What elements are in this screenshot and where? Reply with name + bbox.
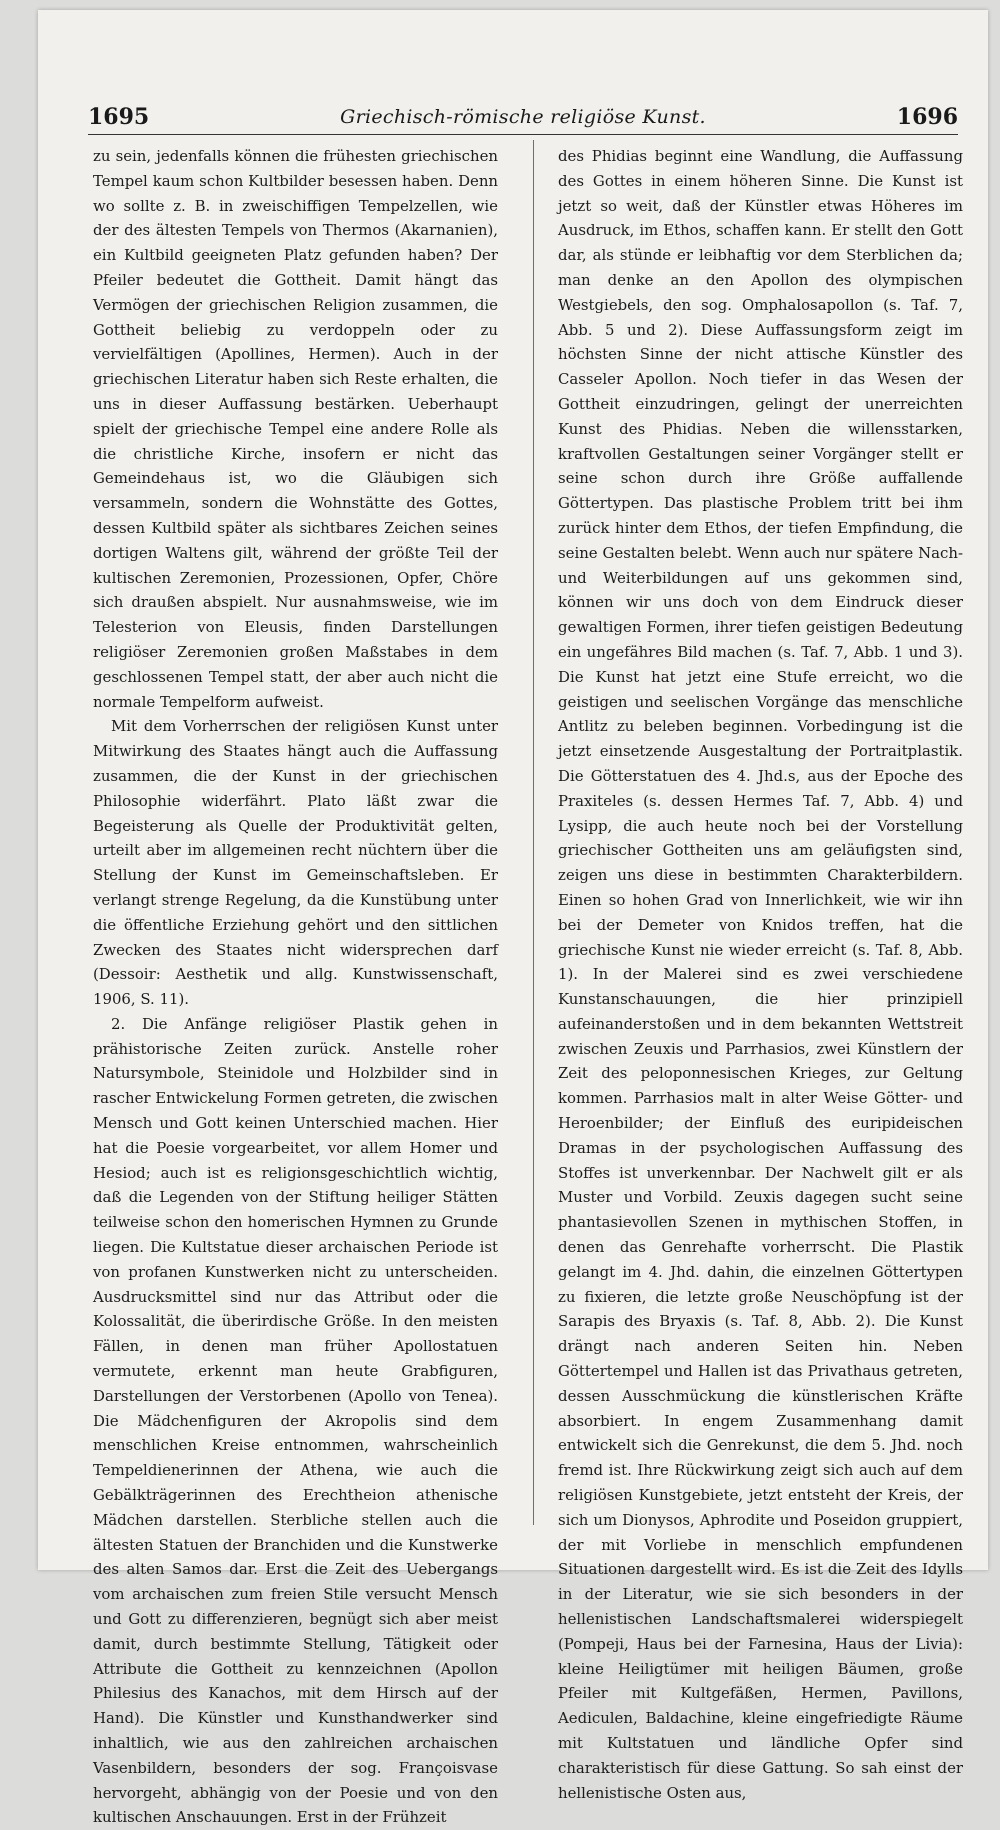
book-page (38, 10, 988, 1827)
running-title: Griechisch-römische religiöse Kunst. (340, 106, 706, 128)
left-paragraph-3: 2. Die Anfänge religiöser Plastik gehen in prähistorische Zeiten zurück. Anstelle roher Natursymbole, Steinidole und Holzbilder sind in rascher Entwickelung Formen getreten, die zwischen Mensch und Gott keinen Unterschied machen. Hier hat die Poesie vorgearbeitet, vor allem Homer und Hesiod; auch ist es religionsgeschichtlich wichtig, daß die Legenden von der Stiftung heiliger Stätten teilweise schon den homerischen Hymnen zu Grunde liegen. Die Kultstatue dieser archaischen Periode ist von profanen Kunstwerken nicht zu unterscheiden. Ausdrucksmittel sind nur das Attribut oder die Kolossalität, die überirdische Größe. In den meisten Fällen, in denen man früher Apollostatuen vermutete, erkennt man heute Grabfiguren, Darstellungen der Verstorbenen (Apollo von Tenea). Die Mädchenfiguren der Akropolis sind dem menschlichen Kreise entnommen, wahrscheinlich Tempeldienerinnen der Athena, wie auch die Gebälkträgerinnen des Erechtheion athenische Mädchen darstellen. Sterbliche stellen auch die ältesten Statuen der Branchiden und die Kunstwerke des alten Samos dar. Erst die Zeit des Uebergangs vom archaischen zum freien Stile versucht Mensch und Gott zu differenzieren, begnügt sich aber meist damit, durch bestimmte Stellung, Tätigkeit oder Attribute die Gottheit zu kennzeichnen (Apollon Philesius des Kanachos, mit dem Hirsch auf der Hand). Die Künstler und Kunsthandwerker sind inhaltlich, wie aus den zahlreichen archaischen Vasenbildern, besonders der sog. Françoisvase hervorgeht, abhängig von der Poesie und von den kultischen Anschauungen. Erst in der Frühzeit (93, 1014, 498, 1827)
right-column (558, 144, 963, 1805)
left-column (93, 144, 498, 1830)
page-number-right: 1696 (896, 104, 958, 130)
page-number-left: 1695 (88, 104, 150, 130)
column-divider (533, 140, 534, 1525)
page-header (88, 98, 958, 135)
left-paragraph-2: Mit dem Vorherrschen der religiösen Kunst unter Mitwirkung des Staates hängt auch die Auffassung zusammen, die der Kunst in der griechischen Philosophie widerfährt. Plato läßt zwar die Begeisterung als Quelle der Produktivität gelten, urteilt aber im allgemeinen recht nüchtern über die Stellung der Kunst im Gemeinschaftsleben. Er verlangt strenge Regelung, da die Kunstübung unter die öffentliche Erziehung gehört und den sittlichen Zwecken des Staates nicht widersprechen darf (Dessoir: Aesthetik und allg. Kunstwissenschaft, 1906, S. 11). (93, 717, 498, 1009)
right-paragraph-1: des Phidias beginnt eine Wandlung, die Auffassung des Gottes in einem höheren Sinne. Die Kunst ist jetzt so weit, daß der Künstler etwas Höheres im Ausdruck, im Ethos, schaffen kann. Er stellt den Gott dar, als stünde er leibhaftig vor dem Sterblichen da; man denke an den Apollon des olympischen Westgiebels, den sog. Omphalosapollon (s. Taf. 7, Abb. 5 und 2). Diese Auffassungsform zeigt im höchsten Sinne der nicht attische Künstler des Casseler Apollon. Noch tiefer in das Wesen der Gottheit einzudringen, gelingt der unerreichten Kunst des Phidias. Neben die willensstarken, kraftvollen Gestaltungen seiner Vorgänger stellt er seine schon durch ihre Größe auffallende Göttertypen. Das plastische Problem tritt bei ihm zurück hinter dem Ethos, der tiefen Empfindung, die seine Gestalten belebt. Wenn auch nur spätere Nach- und Weiterbildungen auf uns gekommen sind, können wir uns doch von dem Eindruck dieser gewaltigen Formen, ihrer tiefen geistigen Bedeutung ein ungefähres Bild machen (s. Taf. 7, Abb. 1 und 3). Die Kunst hat jetzt eine Stufe erreicht, wo die geistigen und seelischen Vorgänge das menschliche Antlitz zu beleben beginnen. Vorbedingung ist die jetzt einsetzende Ausgestaltung der Portraitplastik. Die Götterstatuen des 4. Jhd.s, aus der Epoche des Praxiteles (s. dessen Hermes Taf. 7, Abb. 4) und Lysipp, die auch heute noch bei der Vorstellung griechischer Gottheiten uns am geläufigsten sind, zeigen uns diese in bestimmten Charakterbildern. Einen so hohen Grad von Innerlichkeit, wie wir ihn bei der Demeter von Knidos treffen, hat die griechische Kunst nie wieder erreicht (s. Taf. 8, Abb. 1). In der Malerei sind es zwei verschiedene Kunstanschauungen, die hier prinzipiell aufeinanderstoßen und in dem bekannten Wettstreit zwischen Zeuxis und Parrhasios, zwei Künstlern der Zeit des peloponnesischen Krieges, zur Geltung kommen. Parrhasios malt in alter Weise Götter- und Heroenbilder; der Einfluß des euripideischen Dramas in der psychologischen Auffassung des Stoffes ist unverkennbar. Der Nachwelt gilt er als Muster und Vorbild. Zeuxis dagegen sucht seine phantasievollen Szenen in mythischen Stoffen, in denen das Genrehafte vorherrscht. Die Plastik gelangt im 4. Jhd. dahin, die einzelnen Göttertypen zu fixieren, die letzte große Neuschöpfung ist der Sarapis des Bryaxis (s. Taf. 8, Abb. 2). Die Kunst drängt nach anderen Seiten hin. Neben Göttertempel und Hallen ist das Privathaus getreten, dessen Ausschmückung die künstlerischen Kräfte absorbiert. In engem Zusammenhang damit entwickelt sich die Genrekunst, die dem 5. Jhd. noch fremd ist. Ihre Rückwirkung zeigt sich auch auf dem religiösen Kunstgebiete, jetzt entsteht der Kreis, der sich um Dionysos, Aphrodite und Poseidon gruppiert, der mit Vorliebe in menschlich empfundenen Situationen dargestellt wird. Es ist die Zeit des Idylls in der Literatur, wie sie sich besonders in der hellenistischen Landschaftsmalerei widerspiegelt (Pompeji, Haus bei der Farnesina, Haus der Livia): kleine Heiligtümer mit heiligen Bäumen, große Pfeiler mit Kultgefäßen, Hermen, Pavillons, Aediculen, Baldachine, kleine eingefriedigte Räume mit Kultstatuen und ländliche Opfer sind charakteristisch für diese Gattung. So sah einst der hellenistische Osten aus, (558, 147, 963, 1802)
left-paragraph-1: zu sein, jedenfalls können die frühesten griechischen Tempel kaum schon Kultbilder besessen haben. Denn wo sollte z. B. in zweischiffigen Tempelzellen, wie der des ältesten Tempels von Thermos (Akarnanien), ein Kultbild geeigneten Platz gefunden haben? Der Pfeiler bedeutet die Gottheit. Damit hängt das Vermögen der griechischen Religion zusammen, die Gottheit beliebig zu verdoppeln oder zu vervielfältigen (Apollines, Hermen). Auch in der griechischen Literatur haben sich Reste erhalten, die uns in dieser Auffassung bestärken. Ueberhaupt spielt der griechische Tempel eine andere Rolle als die christliche Kirche, insofern er nicht das Gemeindehaus ist, wo die Gläubigen sich versammeln, sondern die Wohnstätte des Gottes, dessen Kultbild später als sichtbares Zeichen seines dortigen Waltens gilt, während der größte Teil der kultischen Zeremonien, Prozessionen, Opfer, Chöre sich draußen abspielt. Nur ausnahmsweise, wie im Telesterion von Eleusis, finden Darstellungen religiöser Zeremonien großen Maßstabes in dem geschlossenen Tempel statt, der aber auch nicht die normale Tempelform aufweist. (93, 147, 498, 711)
